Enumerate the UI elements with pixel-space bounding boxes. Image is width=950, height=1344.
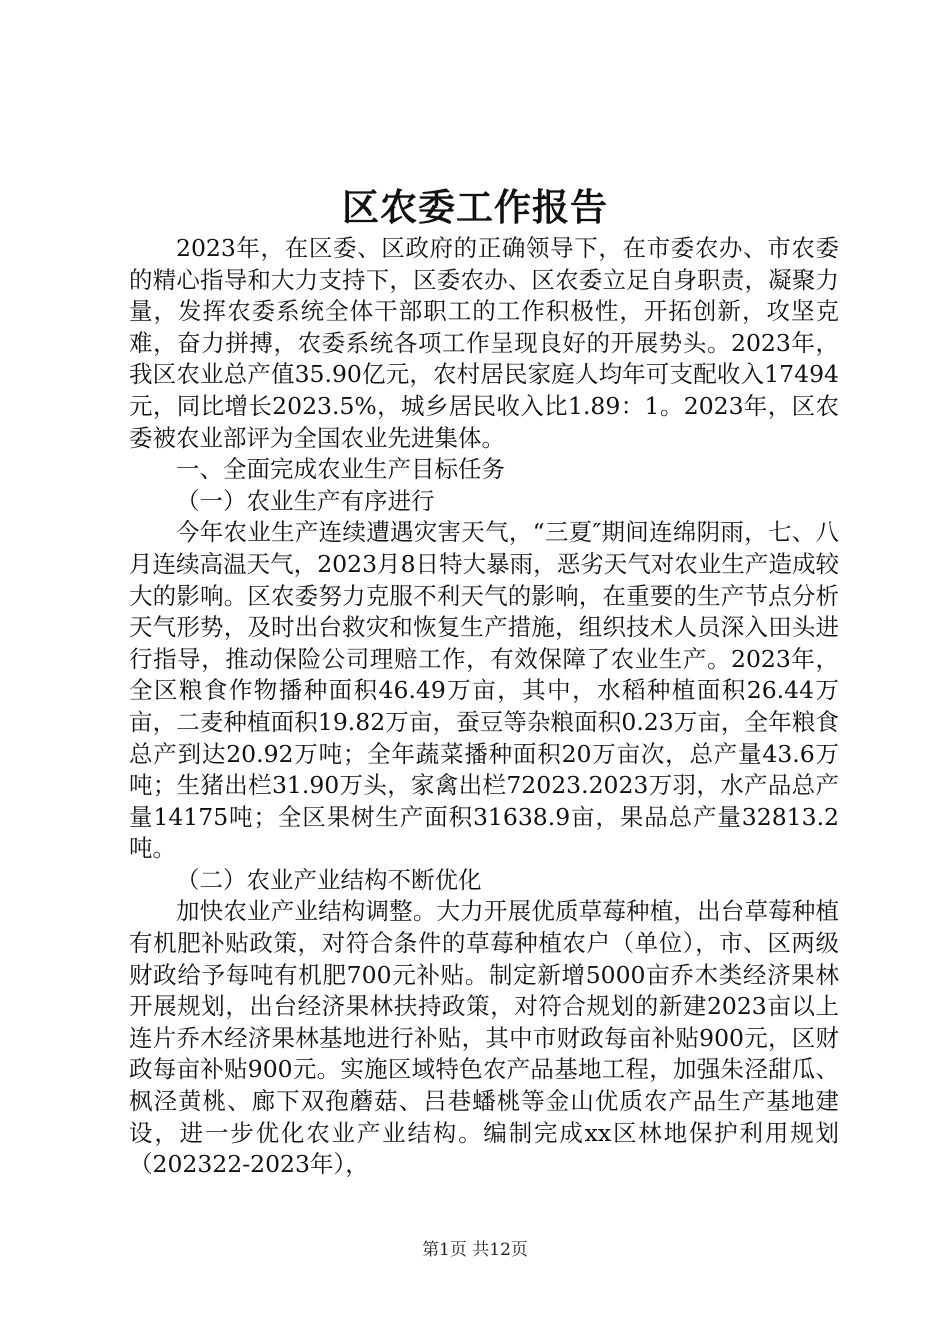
document-title: 区农委工作报告 [342, 185, 608, 229]
page-number-footer: 第1页 共12页 [422, 1240, 528, 1260]
intro-paragraph: 2023年，在区委、区政府的正确领导下，在市委农办、市农委的精心指导和大力支持下，区委农办、区农委立足自身职责，凝聚力量，发挥农委系统全体干部职工的工作积极性，开拓创新，攻坚克难，奋力拼搏，农委系统各项工作呈现良好的开展势头。2023年，我区农业总产值35.90亿元，农村居民家庭人均年可支配收入17494元，同比增长2023.5%，城乡居民收入比1.89：1。2023年，区农委被农业部评为全国农业先进集体。 [129, 234, 839, 452]
section-heading-1: 一、全面完成农业生产目标任务 [176, 455, 505, 484]
production-paragraph: 今年农业生产连续遭遇灾害天气，“三夏″期间连绵阴雨，七、八月连续高温天气，2023月8日特大暴雨，恶劣天气对农业生产造成较大的影响。区农委努力克服不利天气的影响，在重要的生产节点分析天气形势，及时出台救灾和恢复生产措施，组织技术人员深入田头进行指导，推动保险公司理赔工作，有效保障了农业生产。2023年，全区粮食作物播种面积46.49万亩，其中，水稻种植面积26.44万亩，二麦种植面积19.82万亩，蚕豆等杂粮面积0.23万亩，全年粮食总产到达20.92万吨；全年蔬菜播种面积20万亩次，总产量43.6万吨；生猪出栏31.90万头，家禽出栏72023.2023万羽，水产品总产量14175吨；全区果树生产面积31638.9亩，果品总产量32813.2吨。 [129, 518, 839, 863]
subsection-heading-1: （一）农业生产有序进行 [176, 486, 435, 515]
structure-paragraph: 加快农业产业结构调整。大力开展优质草莓种植，出台草莓种植有机肥补贴政策，对符合条件的草莓种植农户（单位），市、区两级财政给予每吨有机肥700元补贴。制定新增5000亩乔木类经济果林开展规划，出台经济果林扶持政策，对符合规划的新建2023亩以上连片乔木经济果林基地进行补贴，其中市财政每亩补贴900元，区财政每亩补贴900元。实施区域特色农产品基地工程，加强朱泾甜瓜、枫泾黄桃、廊下双孢蘑菇、吕巷蟠桃等金山优质农产品生产基地建设，进一步优化农业产业结构。编制完成xx区林地保护利用规划（202322-2023年）， [129, 897, 839, 1179]
document-body [129, 233, 839, 1181]
subsection-heading-2: （二）农业产业结构不断优化 [176, 865, 482, 894]
